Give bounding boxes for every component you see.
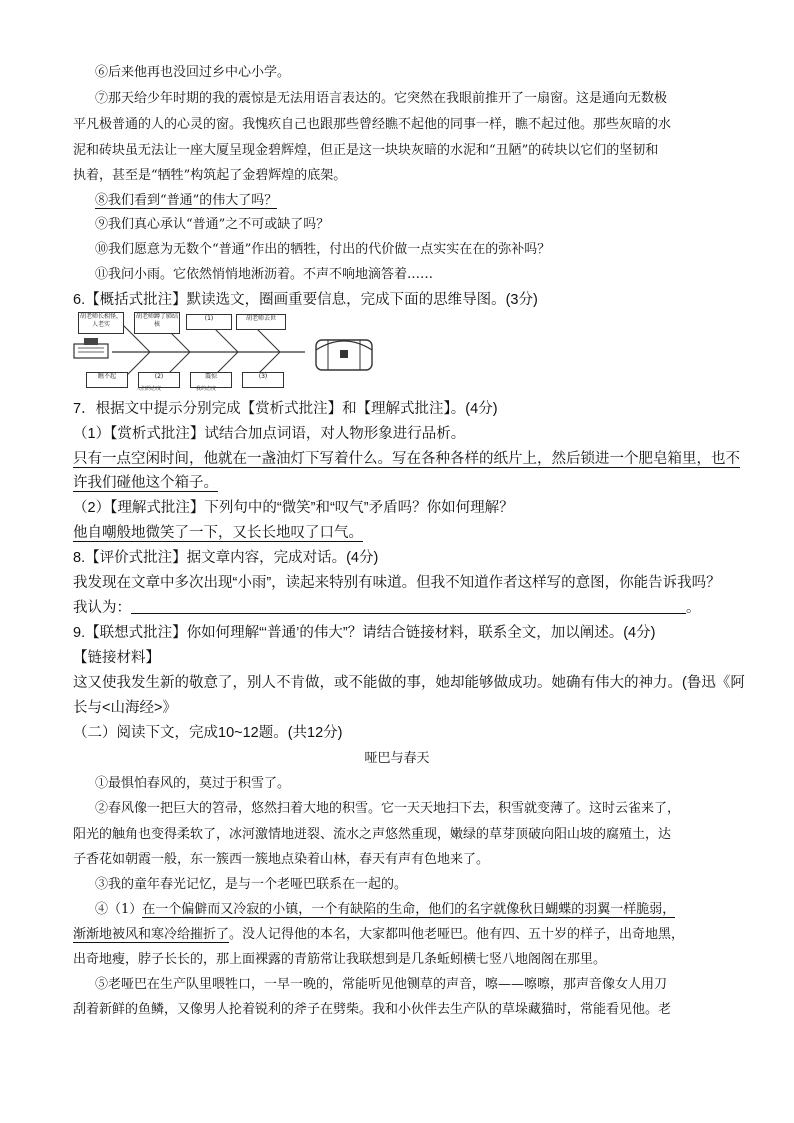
mind-map-box-top-4: 胡老师去世 xyxy=(236,314,286,330)
article-para-1: ①最惧怕春风的，莫过于积雪了。 xyxy=(95,776,291,791)
para-9: ⑨我们真心承认“普通”之不可或缺了吗？ xyxy=(95,217,330,232)
article-para-4-line-2: 渐渐地被风和寒冷给摧折了。没人记得他的本名，大家都叫他老哑巴。他有四、五十岁的样子，出奇地黑， xyxy=(73,927,685,942)
article-para-2-line-3: 子香花如朝霞一般，东一簇西一簇地点染着山林，春天有声有色地来了。 xyxy=(73,852,490,867)
mind-map-box-top-3[interactable]: (1) xyxy=(186,314,232,330)
book-icon xyxy=(74,338,108,358)
para-7-line-4: 执着，甚至是“牺牲”构筑起了金碧辉煌的底架。 xyxy=(73,168,347,183)
article-para-4-line-3: 出奇地瘦，脖子长长的，那上面裸露的青筋常让我联想到是几条蚯蚓横七竖八地阁阁在那里。 xyxy=(73,952,607,967)
question-7-sub-2: （2）【理解式批注】下列句中的“微笑”和“叹气”矛盾吗？你如何理解？ xyxy=(73,500,514,516)
mind-map-box-top-2: 胡老师蹲了肺结核 xyxy=(134,312,180,334)
question-6: 6.【概括式批注】默读选文，圈画重要信息，完成下面的思维导图。(3分) xyxy=(73,292,538,308)
mind-map-box-bottom-3: 震惊 xyxy=(190,372,232,388)
para-6: ⑥后来他再也没回过乡中心小学。 xyxy=(95,65,291,80)
article-para-5-line-1: ⑤老哑巴在生产队里喂牲口，一早一晚的，常能听见他铡草的声音，嚓——嚓嚓，那声音像女人用刀 xyxy=(95,977,668,992)
article-para-2-line-1: ②春风像一把巨大的笤帚，悠然扫着大地的积雪。它一天天地扫下去，积雪就变薄了。这时云雀来了， xyxy=(95,801,681,816)
question-7-quote-1-line-2: 许我们碰他这个箱子。 xyxy=(73,475,218,491)
para-7-line-1: ⑦那天给少年时期的我的震惊是无法用语言表达的。它突然在我眼前推开了一扇窗。这是通向无数极 xyxy=(95,91,668,106)
answer-blank[interactable] xyxy=(131,599,686,614)
fishbone-mind-map xyxy=(70,310,390,392)
question-7-quote-1-line-1: 只有一点空闲时间，他就在一盏油灯下写着什么。写在各种各样的纸片上，然后锁进一个肥皂箱里，也不 xyxy=(73,451,740,467)
question-7-sub-1: （1）【赏析式批注】试结合加点词语，对人物形象进行品析。 xyxy=(73,426,466,442)
question-8: 8.【评价式批注】据文章内容，完成对话。(4分) xyxy=(73,550,379,566)
para-7-line-3: 泥和砖块虽无法让一座大厦呈现金碧辉煌，但正是这一块块灰暗的水泥和“丑陋”的砖块以它们的坚韧和 xyxy=(73,143,659,158)
mind-map-box-top-1: 胡老师长相怪，人老实 xyxy=(78,312,124,334)
article-para-4-line-1: ④（1）在一个偏僻而又冷寂的小镇，一个有缺陷的生命，他们的名字就像秋日蝴蝶的羽翼一样脆弱， xyxy=(95,902,676,917)
para-8 xyxy=(95,188,725,214)
link-material-line-1: 这又使我发生新的敬意了，别人不肯做，或不能做的事，她却能够做成功。她确有伟大的神力。(鲁迅《阿 xyxy=(73,675,745,691)
question-7-quote-2: 他自嘲般地微笑了一下，又长长地叹了口气。 xyxy=(73,525,363,541)
article-para-5-line-2: 刮着新鲜的鱼鳞，又像男人抡着锐利的斧子在劈柴。我和小伙伴去生产队的草垛藏猫时，常能看见他。老 xyxy=(73,1002,672,1017)
question-8-dialogue: 我发现在文章中多次出现“小雨”，读起来特别有味道。但我不知道作者这样写的意图，你能告诉我吗？ xyxy=(73,575,721,591)
link-material-line-2: 长与<山海经>》 xyxy=(73,700,177,716)
article-para-2-line-2: 阳光的触角也变得柔软了，冰河激情地迸裂、流水之声悠然重现，嫩绿的草芽顶破向阳山坡的腐殖土，达 xyxy=(73,827,672,842)
link-material-title: 【链接材料】 xyxy=(73,650,160,666)
mind-map-box-bottom-1: 瞧不起 xyxy=(86,372,128,388)
section-2-heading: （二）阅读下文，完成10~12题。(共12分) xyxy=(73,725,343,741)
mind-map-caption: 人们的态度 我的态度 xyxy=(136,386,217,392)
article-title: 哑巴与春天 xyxy=(364,751,430,766)
question-7: 7．根据文中提示分别完成【赏析式批注】和【理解式批注】。(4分) xyxy=(73,401,498,417)
question-9: 9.【联想式批注】你如何理解“‘普通’的伟大”？请结合链接材料，联系全文，加以阐述。(4分) xyxy=(73,625,656,641)
mind-map-box-bottom-4[interactable]: (3) xyxy=(242,372,284,388)
mind-map-box-bottom-2[interactable]: (2) xyxy=(138,372,180,388)
chest-icon xyxy=(316,340,372,370)
para-11: ⑪我问小雨。它依然悄悄地淅沥着。不声不响地滴答着…… xyxy=(95,267,434,282)
para-8-underlined: ⑧我们看到“普通”的伟大了吗？ xyxy=(95,193,278,208)
question-8-answer-line: 我认为： 。 xyxy=(73,600,701,616)
article-para-3: ③我的童年春光记忆，是与一个老哑巴联系在一起的。 xyxy=(95,877,408,892)
para-10: ⑩我们愿意为无数个“普通”作出的牺牲，付出的代价做一点实实在在的弥补吗？ xyxy=(95,242,551,257)
para-7-line-2: 平凡极普通的人的心灵的窗。我愧疚自己也跟那些曾经瞧不起他的同事一样，瞧不起过他。那些灰暗的水 xyxy=(73,117,672,132)
